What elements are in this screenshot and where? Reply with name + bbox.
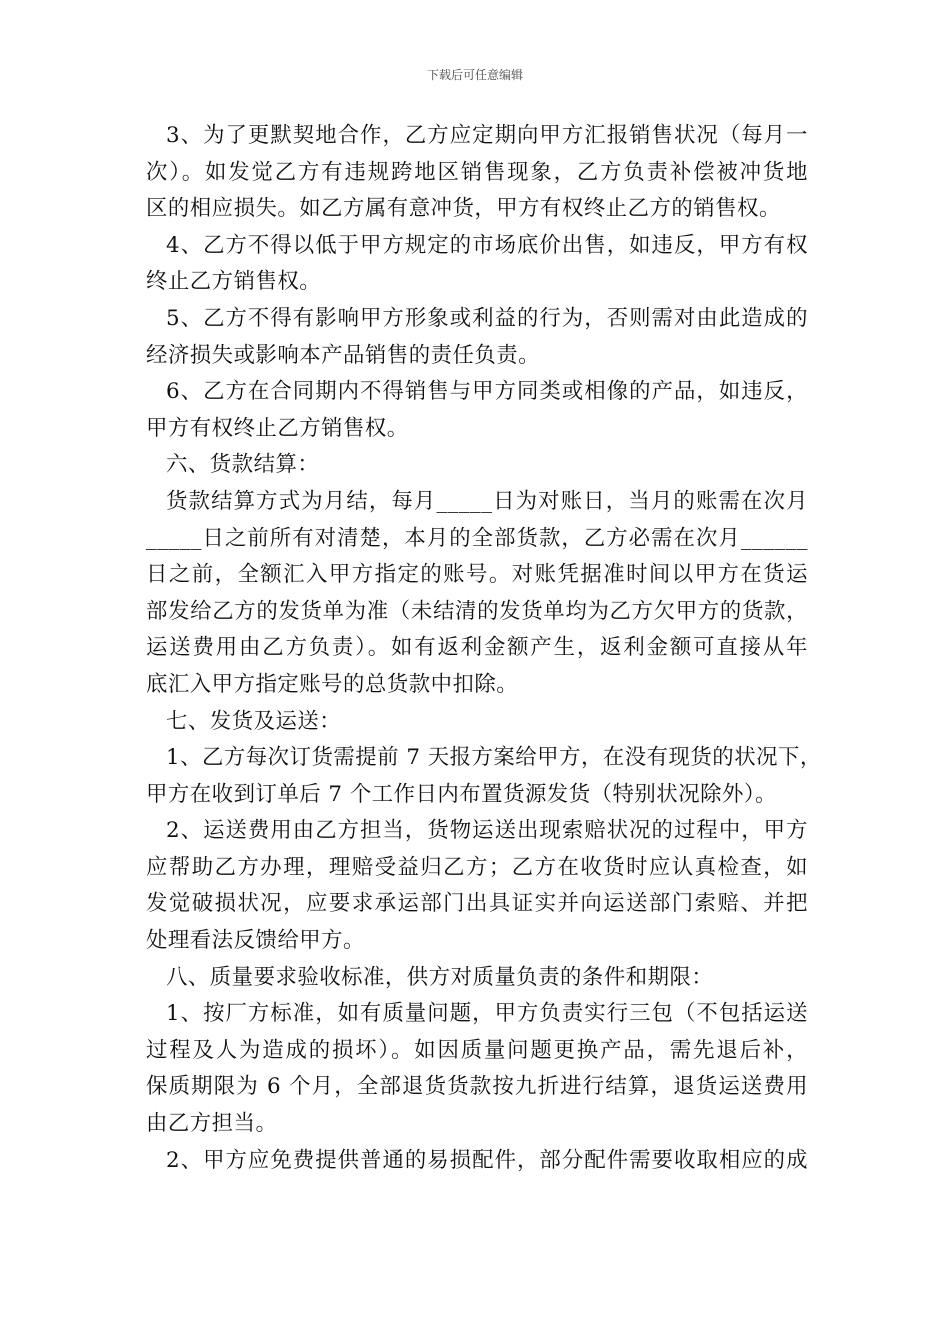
text-line: 5、乙方不得有影响甲方形象或利益的行为，否则需对由此造成的	[166, 305, 808, 331]
text-line: 六、货款结算：	[166, 452, 320, 478]
text-line: 发觉破损状况，应要求承运部门出具证实并向运送部门索赔、并把	[146, 891, 808, 917]
text-line: 3、为了更默契地合作，乙方应定期向甲方汇报销售状况（每月一	[166, 123, 808, 148]
text-line: 区的相应损失。如乙方属有意冲货，甲方有权终止乙方的销售权。	[146, 196, 781, 222]
text-line: 过程及人为造成的损坏）。如因质量问题更换产品，需先退后补，	[146, 1037, 808, 1063]
text-line: _____日之前所有对清楚，本月的全部货款，乙方必需在次月______	[146, 525, 808, 551]
text-line: 应帮助乙方办理，理赔受益归乙方；乙方在收货时应认真检查，如	[146, 854, 808, 880]
text-line: 6、乙方在合同期内不得销售与甲方同类或相像的产品，如违反，	[166, 379, 808, 405]
text-line: 七、发货及运送：	[166, 708, 342, 734]
document-body	[146, 118, 822, 1179]
text-line: 甲方在收到订单后 7 个工作日内布置货源发货（特别状况除外）。	[146, 781, 777, 807]
text-line: 次）。如发觉乙方有违规跨地区销售现象，乙方负责补偿被冲货地	[146, 159, 808, 185]
text-line: 终止乙方销售权。	[146, 269, 322, 295]
text-line: 部发给乙方的发货单为准（未结清的发货单均为乙方欠甲方的货款，	[146, 598, 808, 624]
text-line: 1、按厂方标准，如有质量问题，甲方负责实行三包（不包括运送	[166, 1001, 808, 1027]
text-line: 1、乙方每次订货需提前 7 天报方案给甲方，在没有现货的状况下，	[166, 745, 822, 771]
text-line: 日之前，全额汇入甲方指定的账号。对账凭据准时间以甲方在货运	[146, 562, 808, 588]
text-line: 2、运送费用由乙方担当，货物运送出现索赔状况的过程中，甲方	[166, 818, 808, 844]
text-line: 运送费用由乙方负责）。如有返利金额产生，返利金额可直接从年	[146, 635, 808, 661]
text-line: 甲方有权终止乙方销售权。	[146, 415, 409, 441]
text-line: 4、乙方不得以低于甲方规定的市场底价出售，如违反，甲方有权	[166, 232, 808, 258]
text-line: 经济损失或影响本产品销售的责任负责。	[146, 342, 541, 368]
text-line: 底汇入甲方指定账号的总货款中扣除。	[146, 671, 519, 697]
text-line: 八、质量要求验收标准，供方对质量负责的条件和期限：	[166, 964, 714, 990]
text-line: 2、甲方应免费提供普通的易损配件，部分配件需要收取相应的成	[166, 1147, 808, 1173]
text-line: 处理看法反馈给甲方。	[146, 928, 365, 954]
text-line: 货款结算方式为月结，每月_____日为对账日，当月的账需在次月	[166, 488, 808, 514]
page-header: 下载后可任意编辑	[426, 68, 523, 82]
text-line: 保质期限为 6 个月，全部退货货款按九折进行结算，退货运送费用	[146, 1074, 808, 1100]
text-line: 由乙方担当。	[146, 1111, 278, 1137]
